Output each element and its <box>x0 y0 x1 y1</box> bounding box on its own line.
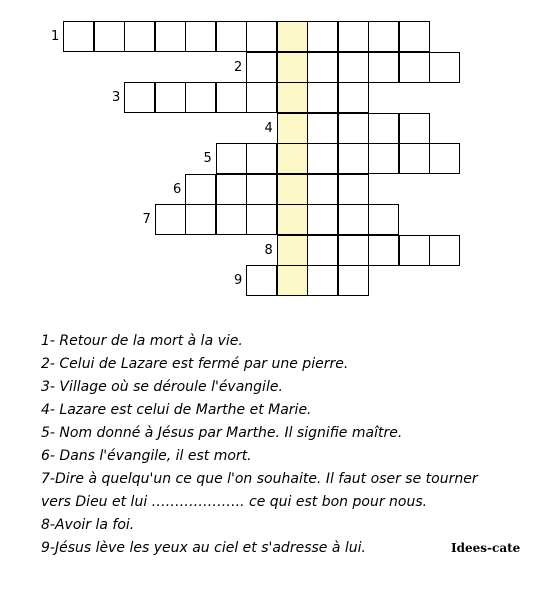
crossword-cell[interactable] <box>307 52 338 83</box>
crossword-cell[interactable] <box>185 204 216 235</box>
clue-list <box>41 330 478 560</box>
crossword-cell[interactable] <box>277 174 308 205</box>
clue-line: 8-Avoir la foi. <box>41 517 135 533</box>
row-number-1: 1 <box>51 29 60 44</box>
crossword-cell[interactable] <box>338 235 369 266</box>
crossword-cell[interactable] <box>368 21 399 52</box>
crossword-cell[interactable] <box>246 204 277 235</box>
crossword-cell[interactable] <box>94 21 125 52</box>
crossword-cell[interactable] <box>216 21 247 52</box>
row-number-4: 4 <box>264 120 273 136</box>
crossword-cell[interactable] <box>277 235 308 266</box>
crossword-cell[interactable] <box>338 204 369 235</box>
crossword-cell[interactable] <box>338 143 369 174</box>
crossword-cell[interactable] <box>368 52 399 83</box>
crossword-cell[interactable] <box>399 113 430 144</box>
crossword-cell[interactable] <box>246 21 277 52</box>
row-number-8: 8 <box>264 242 273 258</box>
crossword-cell[interactable] <box>246 143 277 174</box>
crossword-cell[interactable] <box>307 235 338 266</box>
crossword-cell[interactable] <box>368 143 399 174</box>
crossword-cell[interactable] <box>216 204 247 235</box>
crossword-cell[interactable] <box>307 265 338 296</box>
crossword-cell[interactable] <box>338 174 369 205</box>
clue-line: 9-Jésus lève les yeux au ciel et s'adresse à lui. <box>41 540 366 556</box>
crossword-cell[interactable] <box>307 82 338 113</box>
crossword-cell[interactable] <box>155 204 186 235</box>
crossword-cell[interactable] <box>246 174 277 205</box>
crossword-cell[interactable] <box>368 204 399 235</box>
crossword-cell[interactable] <box>338 265 369 296</box>
crossword-cell[interactable] <box>429 143 460 174</box>
clue-line: 7-Dire à quelqu'un ce que l'on souhaite. Il faut oser se tourner <box>41 471 478 487</box>
crossword-cell[interactable] <box>368 235 399 266</box>
crossword-cell[interactable] <box>216 143 247 174</box>
crossword-cell[interactable] <box>277 113 308 144</box>
clue-line: 5- Nom donné à Jésus par Marthe. Il signifie maître. <box>41 425 403 441</box>
crossword-cell[interactable] <box>277 204 308 235</box>
crossword-cell[interactable] <box>246 52 277 83</box>
crossword-cell[interactable] <box>185 82 216 113</box>
crossword-cell[interactable] <box>124 82 155 113</box>
row-number-3: 3 <box>112 90 121 105</box>
crossword-cell[interactable] <box>246 82 277 113</box>
row-number-9: 9 <box>234 273 243 288</box>
crossword-cell[interactable] <box>277 21 308 52</box>
crossword-cell[interactable] <box>338 52 369 83</box>
clue-line: 1- Retour de la mort à la vie. <box>41 333 243 349</box>
crossword-cell[interactable] <box>307 204 338 235</box>
row-number-5: 5 <box>203 151 212 166</box>
crossword-cell[interactable] <box>155 82 186 113</box>
crossword-cell[interactable] <box>368 113 399 144</box>
clue-line: 2- Celui de Lazare est fermé par une pierre. <box>41 356 349 372</box>
crossword-cell[interactable] <box>399 21 430 52</box>
crossword-cell[interactable] <box>63 21 94 52</box>
clue-line: 3- Village où se déroule l'évangile. <box>41 379 283 395</box>
crossword-cell[interactable] <box>185 21 216 52</box>
clue-line: vers Dieu et lui ……………….. ce qui est bon pour nous. <box>41 494 428 510</box>
crossword-cell[interactable] <box>277 82 308 113</box>
crossword-cell[interactable] <box>338 82 369 113</box>
crossword-cell[interactable] <box>338 21 369 52</box>
crossword-cell[interactable] <box>307 21 338 52</box>
crossword-cell[interactable] <box>216 174 247 205</box>
crossword-cell[interactable] <box>185 174 216 205</box>
brand-label: Idees-cate <box>451 541 521 555</box>
crossword-cell[interactable] <box>277 143 308 174</box>
crossword-cell[interactable] <box>399 52 430 83</box>
crossword-cell[interactable] <box>307 113 338 144</box>
clue-line: 4- Lazare est celui de Marthe et Marie. <box>41 402 312 418</box>
crossword-cell[interactable] <box>338 113 369 144</box>
row-number-7: 7 <box>142 212 151 227</box>
clue-line: 6- Dans l'évangile, il est mort. <box>41 448 252 464</box>
row-number-6: 6 <box>173 181 182 197</box>
crossword-cell[interactable] <box>124 21 155 52</box>
crossword-cell[interactable] <box>277 265 308 296</box>
crossword-cell[interactable] <box>307 174 338 205</box>
crossword-cell[interactable] <box>307 143 338 174</box>
crossword-cell[interactable] <box>277 52 308 83</box>
crossword-cell[interactable] <box>155 21 186 52</box>
crossword-cell[interactable] <box>216 82 247 113</box>
crossword-cell[interactable] <box>399 143 430 174</box>
crossword-cell[interactable] <box>429 52 460 83</box>
crossword-cell[interactable] <box>429 235 460 266</box>
crossword-cell[interactable] <box>399 235 430 266</box>
crossword-cell[interactable] <box>246 265 277 296</box>
row-number-2: 2 <box>234 59 243 75</box>
